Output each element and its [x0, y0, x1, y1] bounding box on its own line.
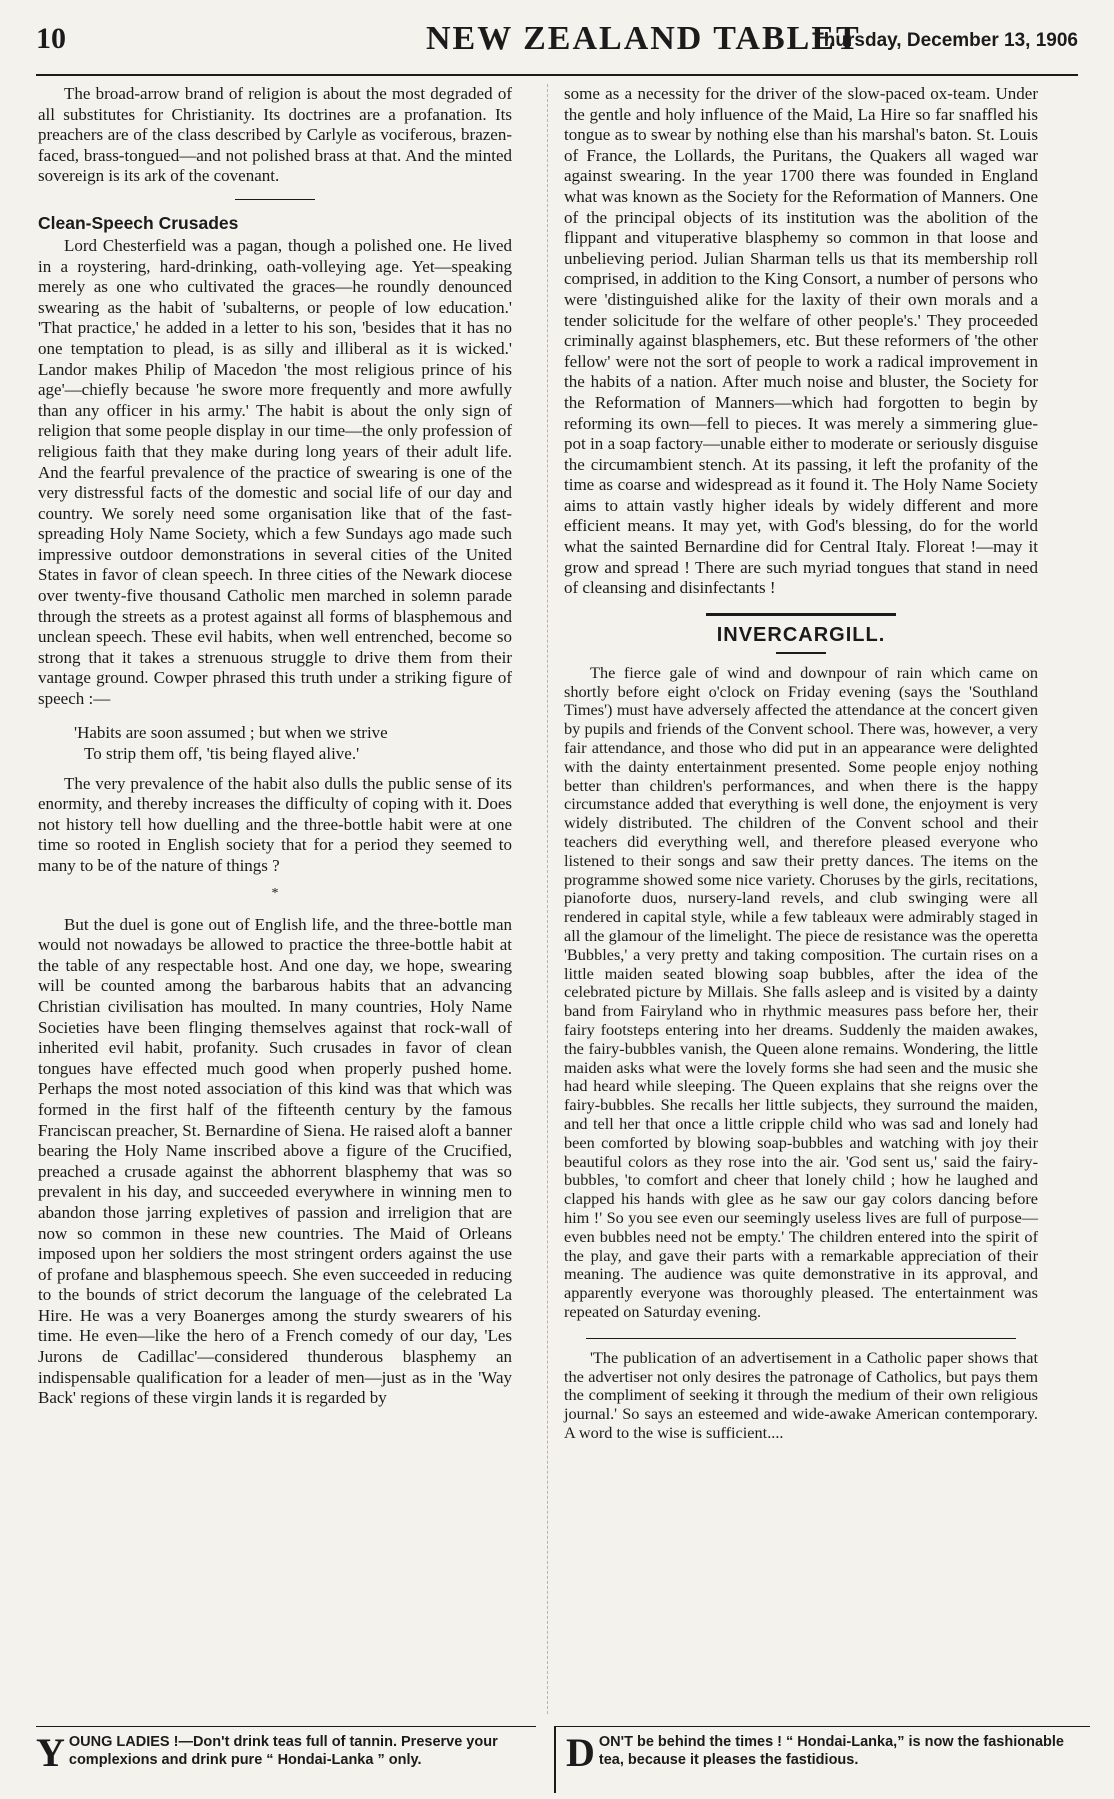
- page-number: 10: [36, 22, 66, 55]
- body-paragraph: The very prevalence of the habit also dulls the public sense of its enormity, and thereby increases the difficulty of coping with it. Does not history tell how duelling and the three-bottle habit were at one time so rooted in English society that for a period they seemed to many to be of the nature of things ?: [38, 773, 512, 875]
- invercargill-article: [564, 613, 1038, 1322]
- body-paragraph: some as a necessity for the driver of the slow-paced ox-team. Under the gentle and holy influence of the Maid, La Hire so far snaffled his tongue as to swear by nothing else than his marshal's baton. St. Louis of France, the Lollards, the Puritans, the Quakers all waged war against swearing. In the year 1700 there was founded in England what was known as the Society for the Reformation of Manners. One of the principal objects of its institution was the abolition of the flippant and vituperative blasphemy so common in that loose and unbelieving period. Julian Sharman tells us that its membership roll comprised, in addition to the King Consort, a number of persons who were 'distinguished alike for the laxity of their own morals and a tender solicitude for the welfare of other people's.' They proceeded criminally against blasphemers, etc. But these reformers of 'the other fellow' were not the sort of people to work a radical improvement in the habits of a nation. After much noise and bluster, the Society for the Reformation of Manners—which had forgotten to begin by reforming its own—fell to pieces. It was merely a simmering glue-pot in a soap factory—unable either to moderate or seriously disguise the circumambient stench. At its passing, it left the profanity of the time as coarse and widespread as it found it. The Holy Name Society aims to attain vastly higher ideals by widely different and more efficient means. It may yet, with God's blessing, do for the world what the sainted Bernardine did for Central Italy. Floreat !—may it grow and spread ! There are such myriad tongues that stand in need of cleansing and disinfectants !: [564, 84, 1038, 598]
- heading-rule: [706, 613, 896, 616]
- advertisement-left: [36, 1726, 536, 1793]
- advertisement-text: ON'T be behind the times ! “ Hondai-Lanka,” is now the fashionable tea, because it pleases the fastidious.: [598, 1734, 1064, 1768]
- column-divider: [547, 84, 549, 1714]
- drop-cap: D: [566, 1730, 595, 1775]
- article-heading: INVERCARGILL.: [716, 623, 886, 646]
- article-divider: [586, 1338, 1016, 1339]
- advertisement-right: [554, 1726, 1090, 1793]
- poem-line: 'Habits are soon assumed ; but when we strive: [74, 722, 388, 742]
- section-divider: [235, 199, 315, 200]
- poem-quote: [74, 722, 512, 764]
- intro-paragraph: The broad-arrow brand of religion is about the most degraded of all substitutes for Christianity. Its doctrines are a profanation. Its preachers are of the class described by Carlyle as vociferous, brazen-faced, brass-tongued—and not polished brass at that. And the minted sovereign is its ark of the covenant.: [38, 84, 512, 186]
- poem-line: To strip them off, 'tis being flayed alive.': [84, 743, 360, 763]
- body-paragraph: Lord Chesterfield was a pagan, though a polished one. He lived in a roystering, hard-drinking, oath-volleying age. Yet—speaking merely as one who cultivated the graces—he roundly denounced swearing as the habit of 'subalterns, or people of low education.' 'That practice,' he added in a letter to his son, 'besides that it has no one temptation to plead, is as silly and illiberal as it is wicked.' Landor makes Philip of Macedon 'the most religious prince of his age'—chiefly because 'he swore more frequently and more awfully than any officer in his army.' The habit is about the only sign of religion that some people display in our time—the only profession of religious faith that they make during long years of their adult life. And the fearful prevalence of the practice of swearing is one of the very distressful facts of the domestic and social life of our day and country. We sorely need some organisation like that of the fast-spreading Holy Name Society, which a few Sundays ago made such impressive outdoor demonstrations in several cities of the United States in favor of clean speech. In three cities of the Newark diocese over twenty-five thousand Catholic men marched in solemn parade through the streets as a protest against all forms of blasphemous and unclean speech. These evil habits, when well entrenched, become so strong that it takes a strenuous struggle to drive them from their vantage ground. Cowper phrased this truth under a striking figure of speech :—: [38, 235, 512, 709]
- drop-cap: Y: [36, 1730, 65, 1775]
- advertising-note: [564, 1349, 1038, 1443]
- advertisement-text: OUNG LADIES !—Don't drink teas full of tannin. Preserve your complexions and drink pure “ Hondai-Lanka ” only.: [68, 1734, 498, 1768]
- section-heading: Clean-Speech Crusades: [38, 212, 239, 233]
- body-paragraph: The fierce gale of wind and downpour of rain which came on shortly before eight o'clock on Friday evening (says the 'Southland Times') must have adversely affected the attendance at the concert given by pupils and friends of the Convent school. There was, however, a very fair attendance, and those who did put in an appearance were delighted with the dainty entertainment presented. Some people enjoy nothing better than children's performances, and when there is the happy circumstance added that everything is well done, the enjoyment is very widely distributed. The children of the Convent school and their teachers did everything well, and therefore pleased everyone who listened to their songs and saw their pretty dances. The items on the programme showed some nice variety. Choruses by the girls, recitations, pianoforte duos, nursery-land revels, and club swinging were all rendered in capital style, while a few tableaux were admirably staged in all the glamour of the limelight. The piece de resistance was the operetta 'Bubbles,' a very pretty and taking composition. The curtain rises on a little maiden seated blowing soap bubbles, after the idea of the celebrated picture by Millais. She falls asleep and is visited by a dainty band from Fairyland who in rhythmic measures pass before her, their fairy footsteps entering into her dreams. Suddenly the maiden awakes, the fairy-bubbles vanish, the Queen alone remains. Wondering, the little maiden asks what were the lovely forms she had seen and the music she had heard while sleeping. The Queen explains that she reigns over the fairy-bubbles. She recalls her little subjects, they surround the maiden, and tell her that once a little cripple child who was sad and lonely had been comforted by blowing soap-bubbles and watching with joy their beautiful colors as they rose into the air. 'God sent us,' said the fairy-bubbles, 'to comfort and cheer that lonely child ; how he laughed and clapped his hands with glee as he saw our gay colors dancing before him !' So you see even our seemingly useless lives are full of purpose—even bubbles need not be empty.' The children entered into the spirit of the play, and gave their parts with a remarkable appreciation of their meaning. The audience was quite demonstrative in its approval, and apparently everyone was thoroughly pleased. The entertainment was repeated on Saturday evening.: [564, 662, 1038, 1321]
- body-paragraph: 'The publication of an advertisement in a Catholic paper shows that the advertiser not only desires the patronage of Catholics, but pays them the compliment of seeking it through the medium of their own religious journal.' So says an esteemed and wide-awake American contemporary. A word to the wise is sufficient....: [564, 1347, 1038, 1442]
- issue-date: Thursday, December 13, 1906: [812, 30, 1078, 51]
- newspaper-title: NEW ZEALAND TABLET: [426, 20, 861, 57]
- body-paragraph: But the duel is gone out of English life, and the three-bottle man would not nowadays be allowed to practice the three-bottle habit at the table of any respectable host. And one day, we hope, swearing will be counted among the barbarous habits that an advancing Christian civilisation has moulted. In many countries, Holy Name Societies have been flinging themselves against that rock-wall of inherited evil habit, profanity. Such crusades in favor of clean tongues have effected much good when properly pushed home. Perhaps the most noted association of this kind was that which was formed in the first half of the fifteenth century by the famous Franciscan preacher, St. Bernardine of Siena. He raised aloft a banner bearing the Holy Name inscribed above a figure of the Crucified, preached a crusade against the abhorrent blasphemy that was so prevalent in his day, and succeeded everywhere in winning men to abandon those jarring expletives of passion and irreligion that are now so common in these new countries. The Maid of Orleans imposed upon her soldiers the most stringent orders against the use of profane and blasphemous speech. She even succeeded in reducing to the bounds of strict decorum the language of the celebrated La Hire. He was a very Boanerges among the sturdy swearers of his time. He even—like the hero of a French comedy of our day, 'Les Jurons de Cadillac'—considered thunderous blasphemy an indispensable qualification for a leader of men—just as in the 'Way Back' regions of these virgin lands it is regarded by: [38, 914, 512, 1408]
- asterisk-separator: *: [271, 885, 279, 901]
- right-column: [564, 84, 1038, 1443]
- masthead: [36, 14, 1078, 76]
- left-column: [38, 84, 512, 1409]
- heading-rule: [776, 652, 826, 654]
